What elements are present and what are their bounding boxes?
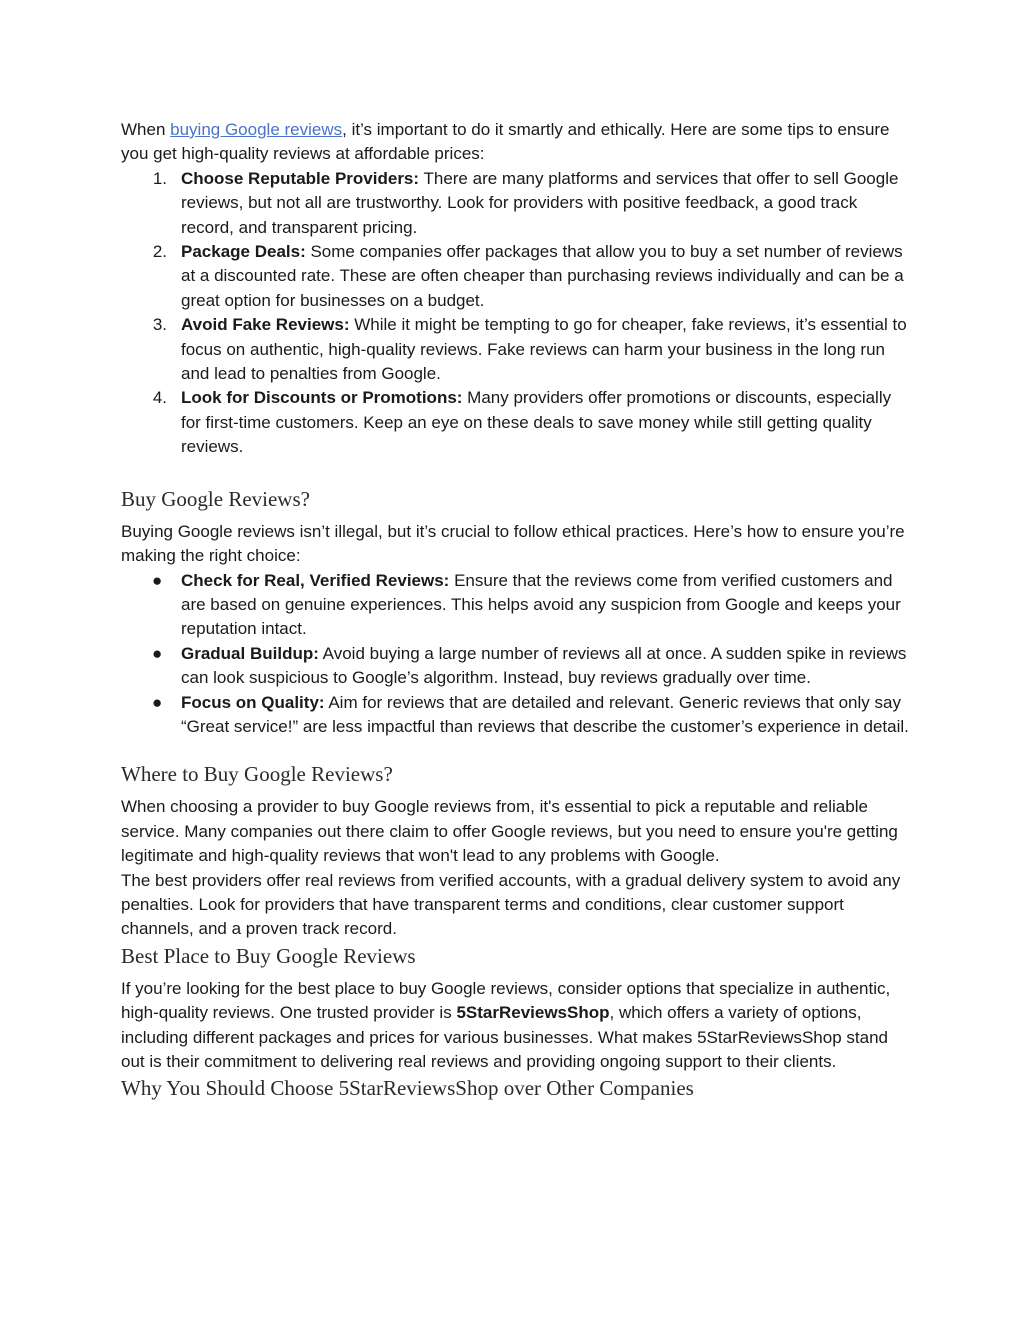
bullet-text: Ensure that the reviews come from verified customers and are based on genuine experiences. This helps avoid any suspicion from Google and keeps your reputation intact. bbox=[181, 570, 901, 639]
tip-item bbox=[121, 167, 911, 240]
tips-list bbox=[121, 167, 911, 460]
bullet-item bbox=[121, 569, 911, 642]
bullet-icon: ● bbox=[152, 692, 163, 712]
tip-title: Look for Discounts or Promotions: bbox=[181, 388, 463, 408]
bullet-title: Check for Real, Verified Reviews: bbox=[181, 570, 450, 590]
best-text-before: If you’re looking for the best place to buy Google reviews, consider options that specialize in authentic, high-quality reviews. One trusted provider is bbox=[121, 978, 891, 1023]
tip-text: There are many platforms and services that offer to sell Google reviews, but not all are trustworthy. Look for providers with positive feedback, a good track record, and transparent pricing. bbox=[181, 168, 899, 237]
tip-title: Avoid Fake Reviews: bbox=[181, 315, 350, 335]
buy-google-reviews-heading: Buy Google Reviews? bbox=[121, 486, 310, 511]
bullet-item bbox=[121, 691, 911, 740]
tip-item bbox=[121, 240, 911, 313]
best-text-after: , which offers a variety of options, including different packages and prices for various businesses. What makes 5StarReviewsShop stand out is their commitment to delivering real reviews and providing ongoing support to their clients. bbox=[121, 1003, 888, 1071]
intro-paragraph bbox=[121, 118, 911, 167]
bullet-icon: ● bbox=[152, 643, 163, 663]
bullet-title: Gradual Buildup: bbox=[181, 643, 319, 663]
bullet-text: Aim for reviews that are detailed and relevant. Generic reviews that only say “Great service!” are less impactful than reviews that describe the customer’s experience in detail. bbox=[181, 692, 909, 736]
tip-text: Some companies offer packages that allow you to buy a set number of reviews at a discounted rate. These are often cheaper than purchasing reviews individually and can be a great option for businesses on a budget. bbox=[181, 242, 904, 310]
document-page bbox=[121, 118, 911, 1101]
buy-intro-paragraph: Buying Google reviews isn’t illegal, but it’s crucial to follow ethical practices. Here’s how to ensure you’re making the right choice: bbox=[121, 521, 905, 566]
where-paragraph-2: The best providers offer real reviews from verified accounts, with a gradual delivery system to avoid any penalties. Look for providers that have transparent terms and conditions, clear customer support channels, and a proven track record. bbox=[121, 870, 901, 939]
why-choose-heading: Why You Should Choose 5StarReviewsShop over Other Companies bbox=[121, 1076, 694, 1101]
bullet-title: Focus on Quality: bbox=[181, 692, 325, 712]
tip-item bbox=[121, 386, 911, 459]
tip-number: 4. bbox=[152, 388, 167, 408]
intro-prefix: When bbox=[121, 120, 171, 139]
best-place-paragraph bbox=[121, 977, 911, 1075]
tip-item bbox=[121, 313, 911, 386]
tip-number: 1. bbox=[152, 168, 167, 188]
buying-google-reviews-link[interactable]: buying Google reviews bbox=[170, 120, 343, 139]
tip-number: 3. bbox=[152, 315, 167, 335]
tip-title: Choose Reputable Providers: bbox=[181, 168, 420, 188]
where-paragraph-1: When choosing a provider to buy Google reviews from, it's essential to pick a reputable and reliable service. Many companies out there claim to offer Google reviews, but you need to ensure you're getting legitimate and high-quality reviews that won't lead to any problems with Google. bbox=[121, 797, 898, 866]
tip-text: While it might be tempting to go for cheaper, fake reviews, it’s essential to focus on authentic, high-quality reviews. Fake reviews can harm your business in the long run and lead to penalties from Google. bbox=[181, 315, 907, 384]
intro-suffix: , it’s important to do it smartly and ethically. Here are some tips to ensure you get high-quality reviews at affordable prices: bbox=[121, 120, 890, 164]
brand-name: 5StarReviewsShop bbox=[456, 1003, 610, 1023]
tip-text: Many providers offer promotions or discounts, especially for first-time customers. Keep an eye on these deals to save money while still getting quality reviews. bbox=[181, 388, 892, 457]
where-to-buy-heading: Where to Buy Google Reviews? bbox=[121, 762, 393, 787]
bullet-text: Avoid buying a large number of reviews all at once. A sudden spike in reviews can look suspicious to Google’s algorithm. Instead, buy reviews gradually over time. bbox=[181, 643, 907, 688]
best-place-heading: Best Place to Buy Google Reviews bbox=[121, 943, 416, 968]
buy-bullet-list bbox=[121, 569, 911, 740]
bullet-icon: ● bbox=[152, 570, 163, 590]
tip-title: Package Deals: bbox=[181, 242, 306, 262]
bullet-item bbox=[121, 642, 911, 691]
tip-number: 2. bbox=[152, 242, 167, 262]
